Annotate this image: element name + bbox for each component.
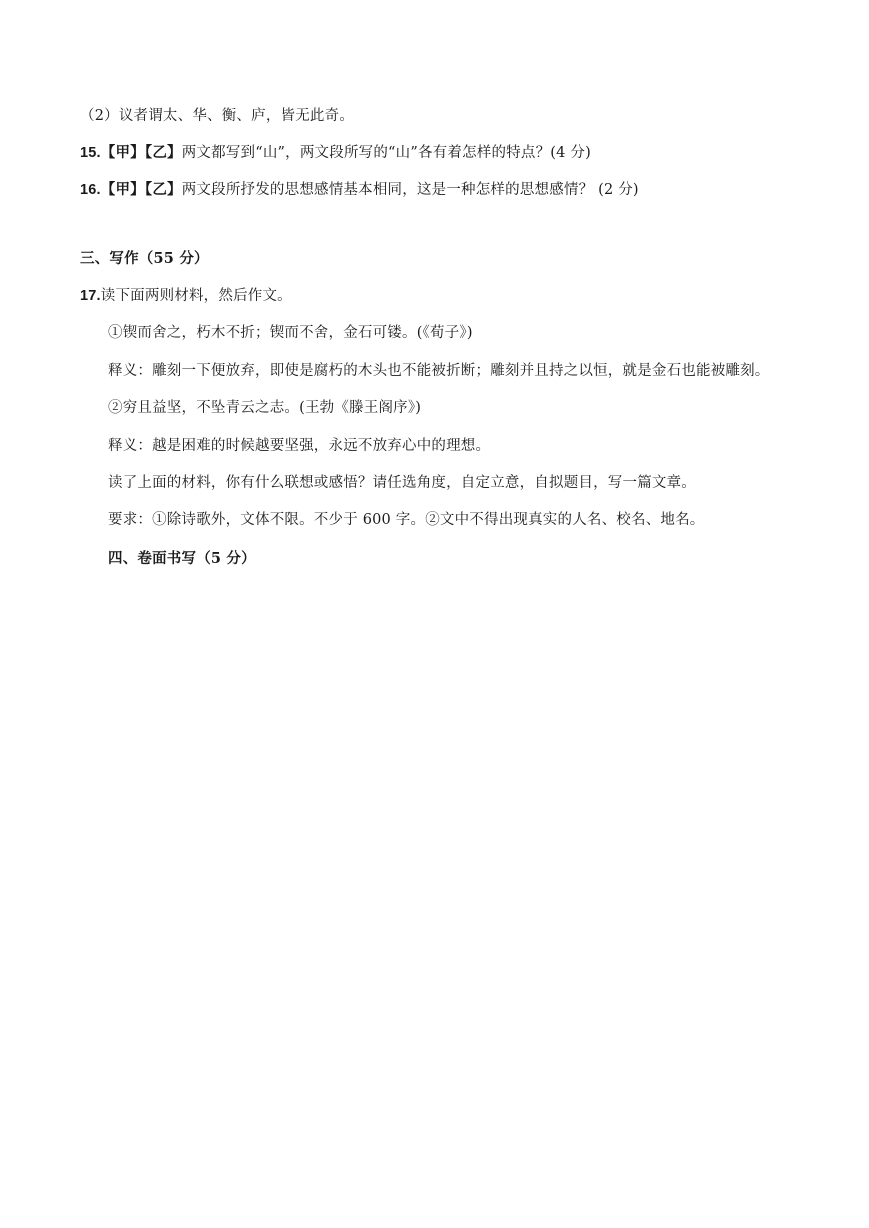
question-16: [80, 180, 639, 200]
question-17: [80, 286, 292, 306]
question-15: [80, 143, 591, 163]
question-17-prompt: 读下面两则材料，然后作文。: [100, 288, 292, 304]
explanation-2: 释义：越是困难的时候越要坚强，永远不放弃心中的理想。: [108, 438, 491, 454]
question-16-jia: 【甲】: [100, 181, 145, 198]
question-16-text: 两文段所抒发的思想感情基本相同，这是一种怎样的思想感情？ (2 分): [181, 182, 639, 198]
reading-item-2: （2）议者谓太、华、衡、庐，皆无此奇。: [80, 108, 355, 124]
writing-requirements: 要求：①除诗歌外，文体不限。不少于 600 字。②文中不得出现真实的人名、校名、地名。: [108, 512, 705, 528]
question-16-yi: 【乙】: [144, 181, 182, 198]
question-17-number: 17.: [80, 288, 101, 304]
writing-section-heading: 三、写作（55 分）: [80, 250, 209, 267]
question-15-jia: 【甲】: [100, 144, 145, 161]
question-15-yi: 【乙】: [144, 144, 182, 161]
handwriting-section-heading: 四、卷面书写（5 分）: [108, 550, 256, 567]
material-2: ②穷且益坚，不坠青云之志。(王勃《滕王阁序》): [108, 400, 422, 416]
question-15-number: 15.: [80, 145, 101, 161]
material-1: ①锲而舍之，朽木不折；锲而不舍，金石可镂。(《荀子》): [108, 325, 473, 341]
question-15-text: 两文都写到“山”，两文段所写的“山”各有着怎样的特点？(4 分): [181, 145, 591, 161]
question-16-number: 16.: [80, 182, 101, 198]
explanation-1: 释义：雕刻一下便放弃，即使是腐朽的木头也不能被折断；雕刻并且持之以恒，就是金石也能被雕刻。: [108, 363, 770, 379]
writing-instruction: 读了上面的材料，你有什么联想或感悟？请任选角度，自定立意，自拟题目，写一篇文章。: [108, 475, 696, 491]
